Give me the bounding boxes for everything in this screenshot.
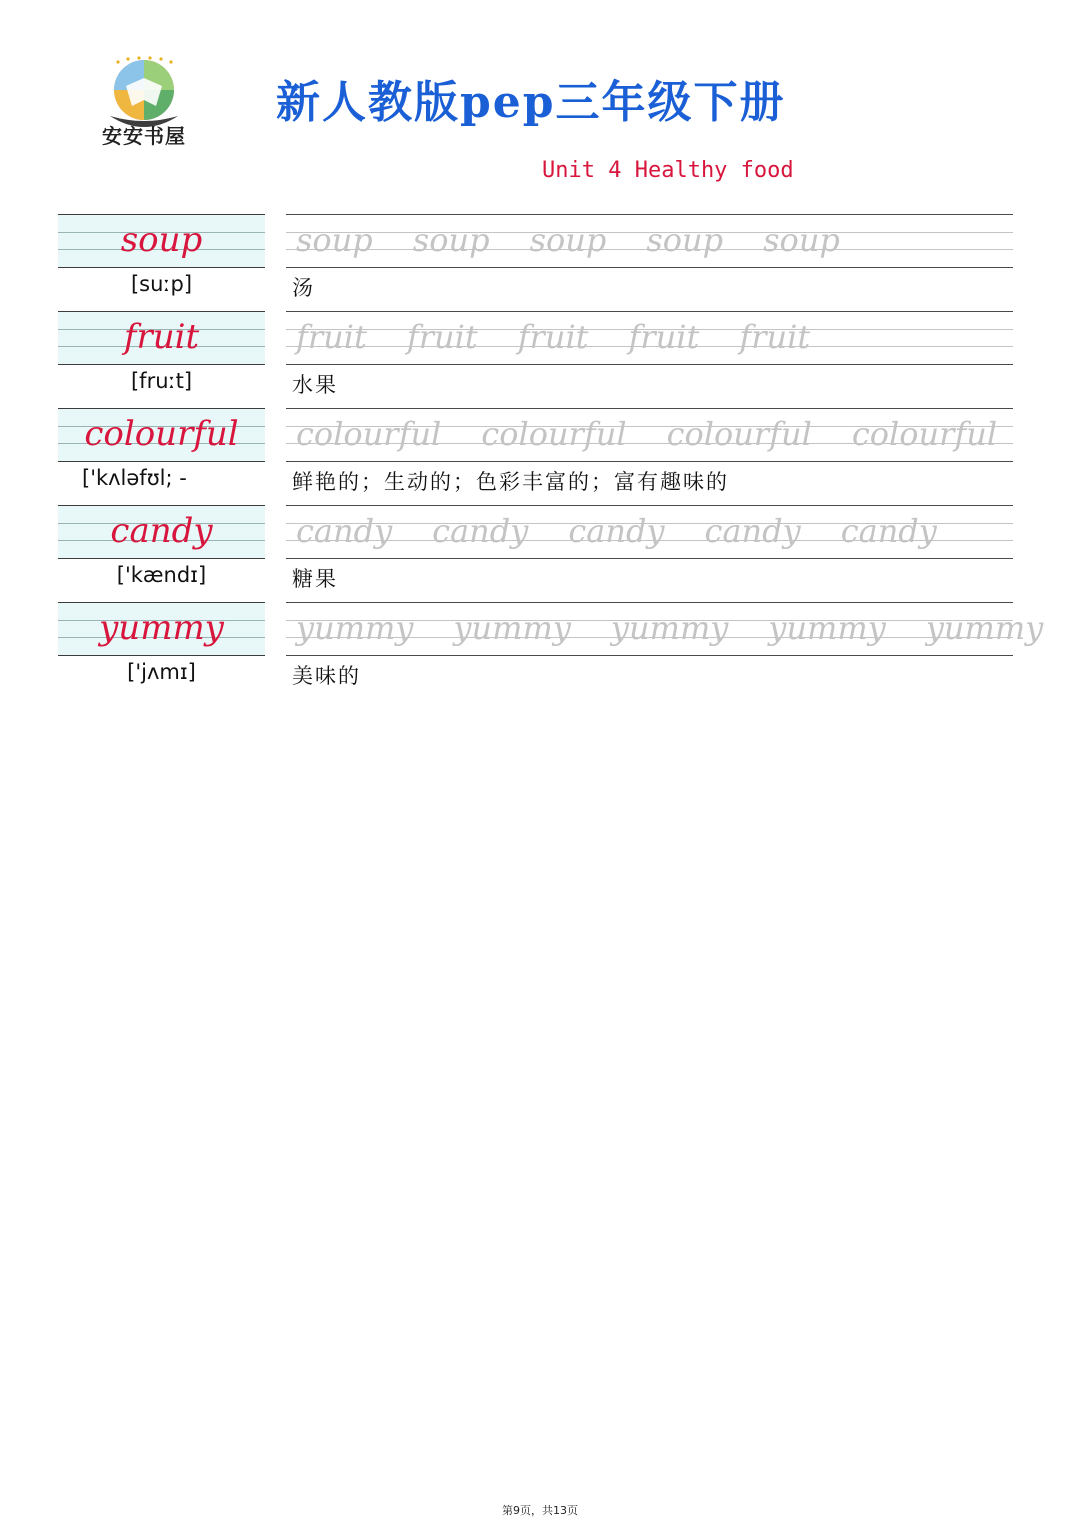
tracing-words — [296, 410, 1037, 464]
word-cell — [58, 214, 265, 267]
guide-line — [58, 311, 265, 312]
guide-line — [58, 461, 265, 462]
vocab-row — [0, 408, 1080, 505]
tracing-word: colourful — [296, 415, 442, 453]
tracing-word: fruit — [739, 318, 811, 356]
tracing-word: soup — [412, 221, 490, 259]
tracing-word: fruit — [406, 318, 478, 356]
word-cell — [58, 602, 265, 655]
tracing-word: yummy — [768, 609, 886, 647]
tracing-word: fruit — [296, 318, 367, 356]
phonetic: [fruːt] — [130, 369, 193, 393]
meaning: 美味的 — [292, 664, 361, 688]
phonetic: ['jʌmɪ] — [127, 660, 196, 684]
tracing-word: candy — [840, 512, 937, 550]
tracing-words — [296, 216, 880, 270]
tracing-word: soup — [646, 221, 724, 259]
practice-lines — [286, 311, 1013, 364]
guide-line — [58, 408, 265, 409]
meaning: 汤 — [292, 276, 315, 300]
tracing-word: yummy — [925, 609, 1044, 647]
vocab-row — [0, 602, 1080, 699]
word-cell — [58, 505, 265, 558]
vocab-word: fruit — [123, 317, 200, 357]
tracing-word: fruit — [628, 318, 700, 356]
practice-lines — [286, 214, 1013, 267]
vocab-row — [0, 311, 1080, 408]
unit-subtitle: Unit 4 Healthy food — [542, 158, 794, 183]
guide-line — [58, 364, 265, 365]
word-cell — [58, 311, 265, 364]
tracing-word: yummy — [610, 609, 729, 647]
vocab-word: yummy — [99, 608, 224, 648]
phonetic: [suːp] — [130, 272, 193, 296]
practice-lines — [286, 505, 1013, 558]
phonetic: ['kændɪ] — [116, 563, 207, 587]
guide-line — [286, 602, 1013, 603]
meaning: 糖果 — [292, 567, 338, 591]
vocab-row — [0, 505, 1080, 602]
tracing-word: colourful — [481, 415, 627, 453]
word-cell — [58, 408, 265, 461]
guide-line — [58, 214, 265, 215]
tracing-word: yummy — [296, 609, 414, 647]
phonetic: ['kʌləfʊl; - — [82, 466, 187, 490]
tracing-word: soup — [763, 221, 840, 259]
vocab-word: colourful — [84, 414, 239, 454]
vocab-word: soup — [120, 220, 203, 260]
page-footer: 第9页，共13页 — [502, 1504, 578, 1517]
tracing-word: yummy — [453, 609, 571, 647]
guide-line — [286, 214, 1013, 215]
tracing-word: colourful — [666, 415, 812, 453]
guide-line — [58, 267, 265, 268]
guide-line — [58, 505, 265, 506]
meaning: 鲜艳的；生动的；色彩丰富的；富有趣味的 — [292, 470, 729, 494]
tracing-word: candy — [704, 512, 801, 550]
logo-text: 安安书屋 — [102, 124, 186, 148]
guide-line — [58, 558, 265, 559]
tracing-word: soup — [296, 221, 373, 259]
tracing-words — [296, 507, 977, 561]
tracing-word: candy — [432, 512, 529, 550]
practice-lines — [286, 408, 1013, 461]
tracing-word: candy — [568, 512, 665, 550]
guide-line — [286, 311, 1013, 312]
guide-line — [58, 655, 265, 656]
guide-line — [286, 505, 1013, 506]
tracing-word: soup — [529, 221, 607, 259]
vocab-word: candy — [110, 511, 213, 551]
tracing-words — [296, 604, 1080, 658]
tracing-word: candy — [296, 512, 393, 550]
meaning: 水果 — [292, 373, 338, 397]
vocab-row — [0, 214, 1080, 311]
tracing-words — [296, 313, 850, 367]
page-title: 新人教版pep三年级下册 — [276, 77, 786, 128]
guide-line — [286, 408, 1013, 409]
tracing-word: fruit — [517, 318, 589, 356]
tracing-word: colourful — [851, 415, 998, 453]
practice-lines — [286, 602, 1044, 655]
guide-line — [58, 602, 265, 603]
vocabulary-list — [0, 214, 1080, 699]
